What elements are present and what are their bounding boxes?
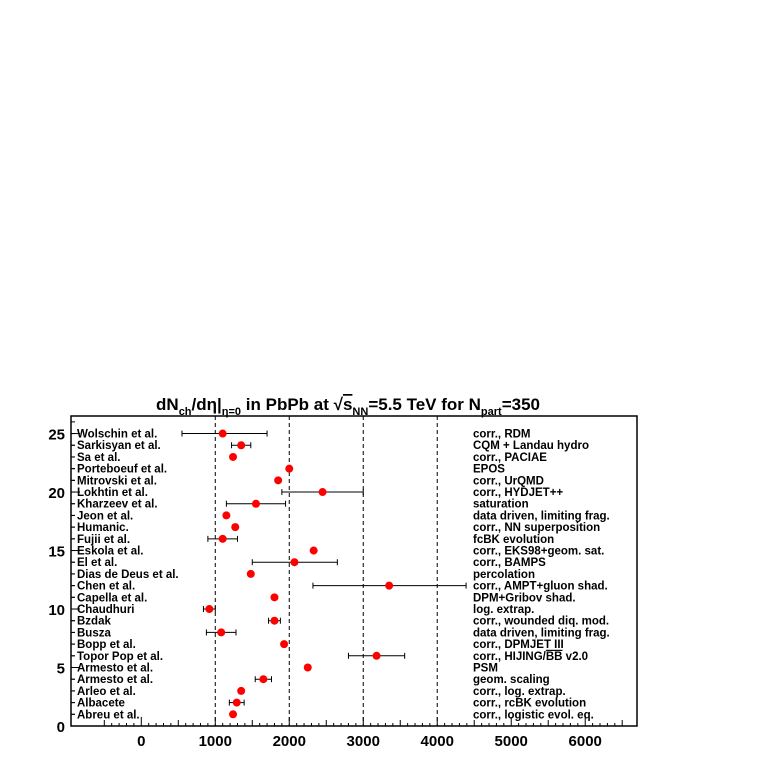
data-point: [247, 570, 255, 578]
x-tick-label: 3000: [346, 733, 380, 750]
row-label-author: Bopp et al.: [77, 639, 136, 652]
x-tick-label: 0: [137, 733, 146, 750]
row-label-author: Albacete: [77, 697, 125, 710]
row-label-model: log. extrap.: [473, 604, 535, 617]
row-label-author: Chaudhuri: [77, 604, 135, 617]
data-point: [310, 547, 318, 555]
row-label-author: Topor Pop et al.: [77, 650, 164, 663]
x-axis: [104, 717, 622, 750]
data-point: [229, 710, 237, 718]
row-label-author: Fujii et al.: [77, 533, 131, 546]
row-label-author: Mitrovski et al.: [77, 475, 157, 488]
row-label-author: Eskola et al.: [77, 545, 144, 558]
row-label-model: data driven, limiting frag.: [473, 627, 610, 640]
row-label-model: corr., wounded diq. mod.: [473, 615, 610, 628]
data-point: [304, 664, 312, 672]
row-label-author: Lokhtin et al.: [77, 487, 148, 500]
data-point: [219, 430, 227, 438]
data-point: [252, 500, 260, 508]
row-label-model: DPM+Gribov shad.: [473, 592, 576, 605]
row-label-model: percolation: [473, 568, 535, 581]
row-label-author: El et al.: [77, 557, 118, 570]
row-label-model: corr., UrQMD: [473, 475, 544, 488]
row-label-author: Armesto et al.: [77, 662, 154, 675]
y-tick-label: 20: [48, 485, 65, 503]
row-label-author: Wolschin et al.: [77, 428, 158, 441]
y-axis: [48, 422, 80, 736]
row-label-model: corr., log. extrap.: [473, 685, 566, 698]
data-point: [319, 488, 327, 496]
data-point: [231, 523, 239, 531]
row-label-author: Jeon et al.: [77, 510, 134, 523]
data-point: [233, 699, 241, 707]
x-tick-label: 4000: [420, 733, 454, 750]
data-point: [259, 675, 267, 683]
row-label-model: geom. scaling: [473, 674, 550, 687]
row-label-model: corr., PACIAE: [473, 451, 547, 464]
row-label-author: Abreu et al.: [77, 709, 140, 722]
row-label-model: corr., rcBK evolution: [473, 697, 587, 710]
row-label-model: corr., logistic evol. eq.: [473, 709, 594, 722]
data-point: [280, 640, 288, 648]
y-tick-label: 25: [48, 426, 65, 444]
row-label-author: Humanic.: [77, 522, 129, 535]
data-point: [229, 453, 237, 461]
data-point: [222, 511, 230, 519]
row-label-model: corr., AMPT+gluon shad.: [473, 580, 608, 593]
data-point: [205, 605, 213, 613]
row-label-author: Sa et al.: [77, 451, 121, 464]
y-tick-label: 0: [56, 719, 65, 736]
y-tick-label: 15: [48, 543, 65, 561]
chart-title: $dN_{ch}/d\eta|_{\eta=0}$ in PbPb at $√s_{NN}=5.5$ TeV for $N_{part}=350$: [156, 395, 540, 418]
row-label-author: Capella et al.: [77, 592, 148, 605]
y-tick-label: 5: [56, 660, 65, 678]
data-point: [385, 582, 393, 590]
data-point: [270, 593, 278, 601]
x-tick-label: 1000: [198, 733, 232, 750]
row-label-model: corr., EKS98+geom. sat.: [473, 545, 605, 558]
row-label-model: CQM + Landau hydro: [473, 440, 589, 453]
row-label-model: corr., NN superposition: [473, 522, 601, 535]
row-label-author: Chen et al.: [77, 580, 136, 593]
row-label-author: Bzdak: [77, 615, 111, 628]
row-label-model: corr., HIJING/BB v2.0: [473, 650, 589, 663]
row-label-author: Sarkisyan et al.: [77, 440, 161, 453]
row-label-author: Busza: [77, 627, 111, 640]
x-tick-label: 6000: [568, 733, 602, 750]
data-point: [217, 628, 225, 636]
row-label-author: Kharzeev et al.: [77, 498, 158, 511]
data-point: [373, 652, 381, 660]
row-label-model: fcBK evolution: [473, 533, 555, 546]
y-tick-label: 10: [48, 602, 65, 620]
x-tick-label: 5000: [494, 733, 528, 750]
data-point: [274, 476, 282, 484]
data-point: [285, 465, 293, 473]
row-label-author: Porteboeuf et al.: [77, 463, 168, 476]
row-label-model: corr., RDM: [473, 428, 531, 441]
row-label-model: corr., BAMPS: [473, 557, 546, 570]
data-point: [270, 617, 278, 625]
x-tick-label: 2000: [272, 733, 306, 750]
data-rows: [71, 429, 610, 722]
row-label-model: saturation: [473, 498, 529, 511]
data-point: [219, 535, 227, 543]
row-label-model: EPOS: [473, 463, 505, 476]
row-label-author: Armesto et al.: [77, 674, 154, 687]
row-label-model: corr., DPMJET III: [473, 639, 564, 652]
row-label-model: PSM: [473, 662, 498, 675]
row-label-model: corr., HYDJET++: [473, 487, 564, 500]
row-label-author: Dias de Deus et al.: [77, 568, 179, 581]
row-label-author: Arleo et al.: [77, 685, 136, 698]
data-point: [290, 558, 298, 566]
data-point: [237, 687, 245, 695]
row-label-model: data driven, limiting frag.: [473, 510, 610, 523]
data-point: [237, 441, 245, 449]
